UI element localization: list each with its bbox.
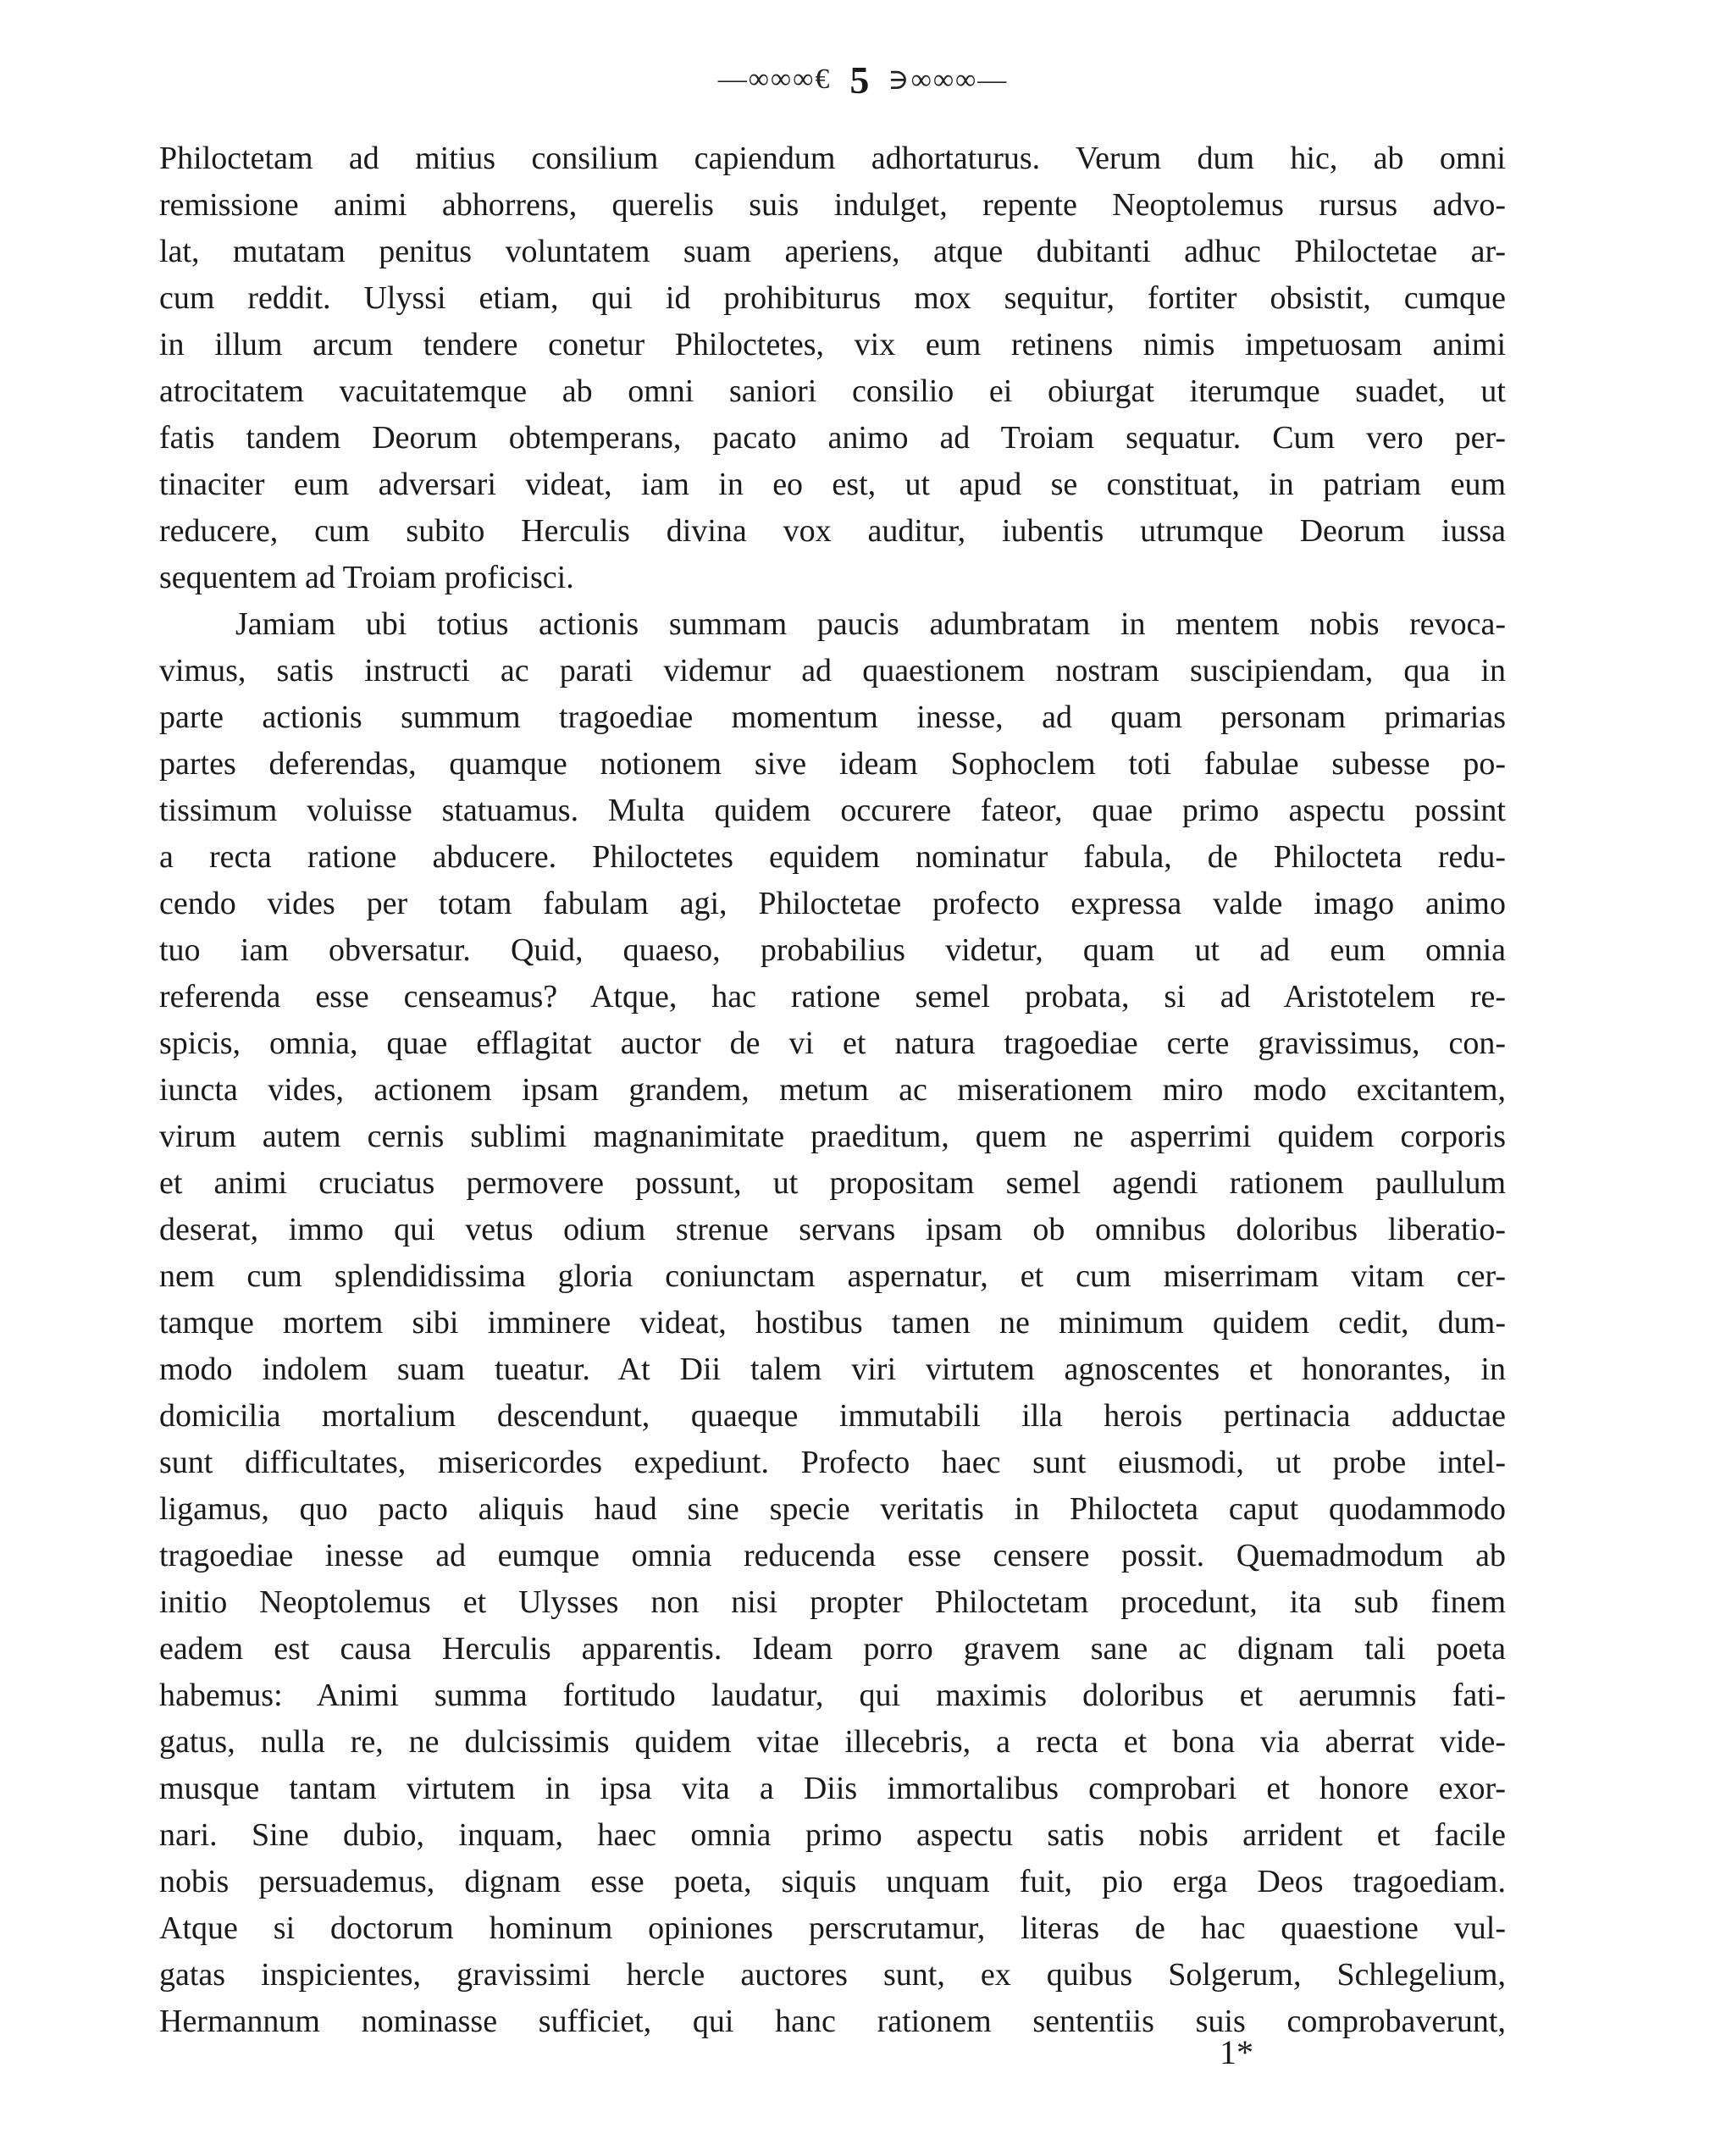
text-line: Philoctetam ad mitius consilium capiendum adhortaturus. Verum dum hic, ab omni [159, 141, 1506, 176]
text-line: nem cum splendidissima gloria coniunctam aspernatur, et cum miserrimam vitam cer- [159, 1258, 1506, 1294]
text-line: et animi cruciatus permovere possunt, ut propositam semel agendi rationem paullulum [159, 1165, 1506, 1201]
text-line: spicis, omnia, quae efflagitat auctor de vi et natura tragoediae certe gravissimus, con- [159, 1025, 1506, 1061]
text-line: iuncta vides, actionem ipsam grandem, metum ac miserationem miro modo excitantem, [159, 1072, 1506, 1108]
right-ornament: ∋∞∞∞— [888, 64, 1009, 96]
text-line: cum reddit. Ulyssi etiam, qui id prohibiturus mox sequitur, fortiter obsistit, cumque [159, 280, 1506, 316]
text-line: cendo vides per totam fabulam agi, Philoctetae profecto expressa valde imago animo [159, 886, 1506, 921]
text-line: musque tantam virtutem in ipsa vita a Diis immortalibus comprobari et honore exor- [159, 1771, 1506, 1806]
text-line: referenda esse censeamus? Atque, hac ratione semel probata, si ad Aristotelem re- [159, 979, 1506, 1014]
signature-mark: 1* [1220, 2033, 1253, 2071]
text-line: nobis persuademus, dignam esse poeta, siquis unquam fuit, pio erga Deos tragoediam. [159, 1864, 1506, 1899]
text-line: reducere, cum subito Herculis divina vox auditur, iubentis utrumque Deorum iussa [159, 513, 1506, 549]
text-line: virum autem cernis sublimi magnanimitate praeditum, quem ne asperrimi quidem corporis [159, 1119, 1506, 1154]
text-line: sequentem ad Troiam proficisci. [159, 560, 574, 595]
text-line: tuo iam obversatur. Quid, quaeso, probabilius videtur, quam ut ad eum omnia [159, 932, 1506, 968]
text-line: fatis tandem Deorum obtemperans, pacato animo ad Troiam sequatur. Cum vero per- [159, 420, 1506, 456]
body-text [159, 135, 1506, 2045]
text-line: atrocitatem vacuitatemque ab omni saniori consilio ei obiurgat iterumque suadet, ut [159, 373, 1506, 409]
text-line: Hermannum nominasse sufficiet, qui hanc rationem sententiis suis comprobaverunt, [159, 2004, 1506, 2039]
text-line: gatas inspicientes, gravissimi hercle auctores sunt, ex quibus Solgerum, Schlegelium, [159, 1957, 1506, 1993]
text-line: parte actionis summum tragoediae momentum inesse, ad quam personam primarias [159, 699, 1506, 735]
text-line: Atque si doctorum hominum opiniones perscrutamur, literas de hac quaestione vul- [159, 1910, 1506, 1946]
text-line: tissimum voluisse statuamus. Multa quidem occurere fateor, quae primo aspectu possint [159, 793, 1506, 828]
text-line: lat, mutatam penitus voluntatem suam aperiens, atque dubitanti adhuc Philoctetae ar- [159, 234, 1506, 269]
text-line: habemus: Animi summa fortitudo laudatur, qui maximis doloribus et aerumnis fati- [159, 1678, 1506, 1713]
text-line: ligamus, quo pacto aliquis haud sine specie veritatis in Philocteta caput quodammodo [159, 1491, 1506, 1527]
text-line: eadem est causa Herculis apparentis. Ideam porro gravem sane ac dignam tali poeta [159, 1631, 1506, 1667]
text-line: domicilia mortalium descendunt, quaeque immutabili illa herois pertinacia adductae [159, 1398, 1506, 1434]
paragraph-start-line: Jamiam ubi totius actionis summam paucis adumbratam in mentem nobis revoca- [235, 606, 1506, 642]
text-line: in illum arcum tendere conetur Philoctetes, vix eum retinens nimis impetuosam animi [159, 327, 1506, 362]
text-line: partes deferendas, quamque notionem sive ideam Sophoclem toti fabulae subesse po- [159, 746, 1506, 782]
text-line: tinaciter eum adversari videat, iam in eo est, ut apud se constituat, in patriam eum [159, 467, 1506, 502]
text-line: modo indolem suam tueatur. At Dii talem viri virtutem agnoscentes et honorantes, in [159, 1352, 1506, 1387]
text-line: deserat, immo qui vetus odium strenue servans ipsam ob omnibus doloribus liberatio- [159, 1212, 1506, 1247]
text-line: nari. Sine dubio, inquam, haec omnia primo aspectu satis nobis arrident et facile [159, 1817, 1506, 1853]
text-line: gatus, nulla re, ne dulcissimis quidem vitae illecebris, a recta et bona via aberrat vide- [159, 1724, 1506, 1760]
left-ornament: —∞∞∞€ [717, 64, 832, 95]
text-line: tragoediae inesse ad eumque omnia reducenda esse censere possit. Quemadmodum ab [159, 1538, 1506, 1573]
text-line: initio Neoptolemus et Ulysses non nisi propter Philoctetam procedunt, ita sub finem [159, 1584, 1506, 1620]
text-line: tamque mortem sibi imminere videat, hostibus tamen ne minimum quidem cedit, dum- [159, 1305, 1506, 1341]
text-line: vimus, satis instructi ac parati videmur ad quaestionem nostram suscipiendam, qua in [159, 653, 1506, 688]
page-header [0, 54, 1726, 105]
page-number: 5 [849, 58, 870, 102]
text-line: a recta ratione abducere. Philoctetes equidem nominatur fabula, de Philocteta redu- [159, 839, 1506, 875]
text-line: sunt difficultates, misericordes expediunt. Profecto haec sunt eiusmodi, ut probe intel- [159, 1445, 1506, 1480]
text-line: remissione animi abhorrens, querelis suis indulget, repente Neoptolemus rursus advo- [159, 187, 1506, 223]
